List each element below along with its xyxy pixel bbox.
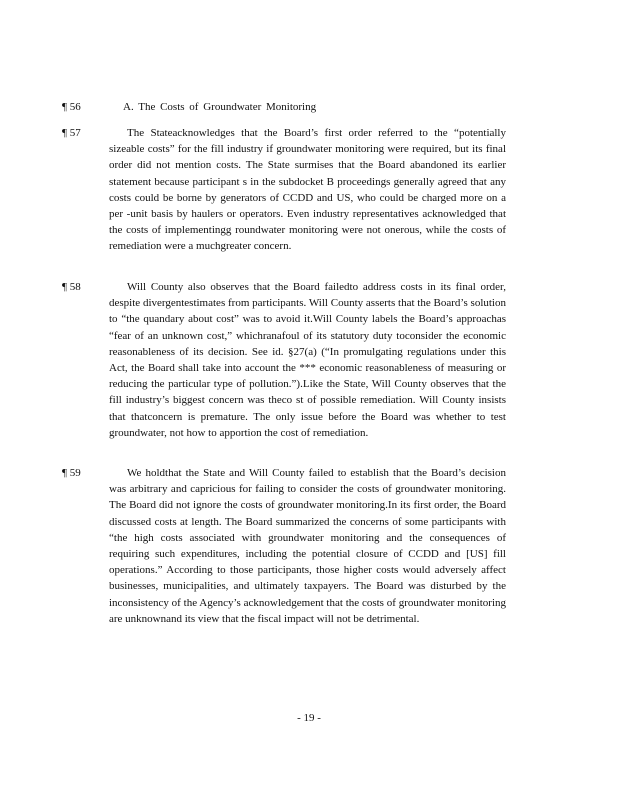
paragraph-number: ¶ 56 [62,101,81,113]
paragraph-body: The Stateacknowledges that the Board’s first order referred to the “potentially sizeable costs” for the fill industry if groundwater monitoring were required, but its final order did not mention costs. The State surmises that the Board abandoned its earlier statement because participant s in the subdocket B proceedings generally agreed that any costs could be borne by generators of CCDD and US, who could be charged more on a per -unit basis by haulers or operators. Even industry representatives acknowledged that the costs of implementingg roundwater monitoring were not onerous, while the costs of remediation were a muchgreater concern. [109,127,506,253]
page-number-footer: - 19 - [297,712,321,724]
paragraph-body: We holdthat the State and Will County failed to establish that the Board’s decision was arbitrary and capricious for failing to consider the costs of groundwater monitoring. The Board did not ignore the costs of groundwater monitoring.In its first order, the Board discussed costs at length. The Board summarized the concerns of some participants with “the high costs associated with groundwater monitoring and the consequences of requiring such expenditures, including the potential closure of CCDD and [US] fill operations.” According to those participants, those higher costs would adversely affect businesses, municipalities, and ultimately taxpayers. The Board was disturbed by the inconsistency of the Agency’s acknowledgement that the costs of groundwater monitoring are unknownand its view that the fiscal impact will not be detrimental. [109,467,506,625]
section-heading: A. The Costs of Groundwater Monitoring [123,101,317,113]
paragraph-number: ¶ 59 [62,467,81,479]
paragraph-number: ¶ 57 [62,127,81,139]
paragraph-body: Will County also observes that the Board failedto address costs in its final order, despite divergentestimates from participants. Will County asserts that the Board’s solution to “the quandary about cost” was to avoid it.Will County labels the Board’s approachas “fear of an unknown cost,” whichranafoul of its statutory duty toconsider the economic reasonableness of its decision. See id. §27(a) (“In promulgating regulations under this Act, the Board shall take into account the *** economic reasonableness of measuring or reducing the particular type of pollution.”).Like the State, Will County observes that the fill industry’s biggest concern was theco st of possible remediation. Will County insists that thatconcern is premature. The only issue before the Board was whether to test groundwater, not how to apportion the cost of remediation. [109,281,506,439]
paragraph-number: ¶ 58 [62,281,81,293]
